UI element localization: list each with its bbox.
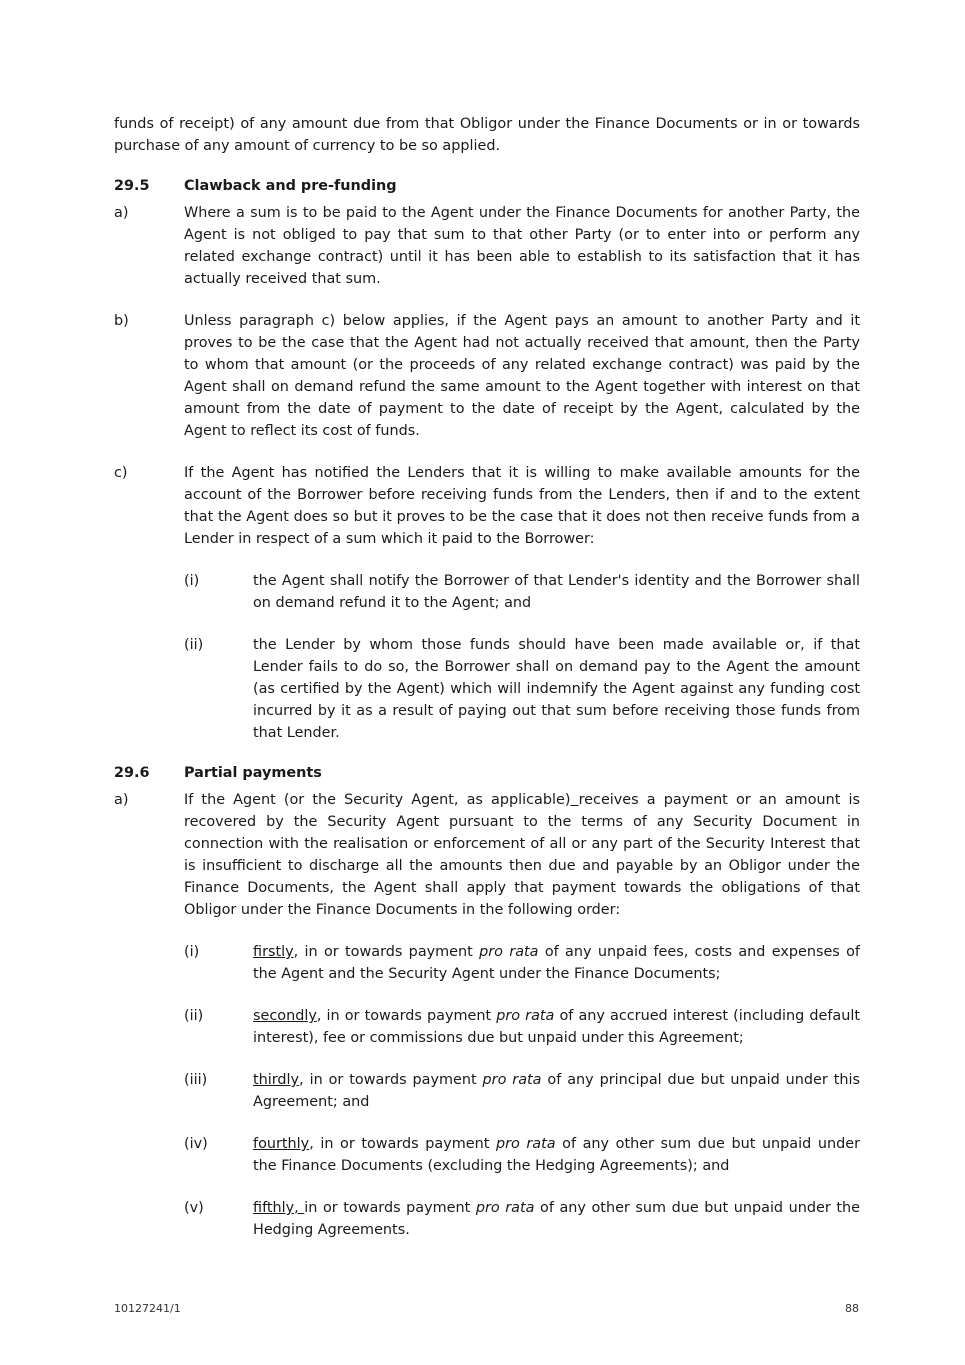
subclause-text-part: of any principal due but unpaid under this Agreement; and — [253, 1072, 860, 1110]
order-keyword: firstly — [253, 944, 294, 960]
intro-paragraph: funds of receipt) of any amount due from that Obligor under the Finance Documents or in or towards purchase of any amount of currency to be so applied. — [114, 116, 860, 154]
order-keyword: secondly — [253, 1008, 317, 1024]
subclause-label: (ii) — [184, 1008, 204, 1024]
pro-rata: pro rata — [479, 944, 539, 960]
pro-rata: pro rata — [495, 1136, 556, 1152]
subclause-text — [253, 941, 860, 985]
subclause-text — [253, 1133, 860, 1177]
clause-29-5-a — [114, 202, 860, 290]
subclause-label: (i) — [184, 944, 200, 960]
subclause-text-part: , in or towards payment — [293, 944, 480, 960]
subclause-text — [253, 1005, 860, 1049]
subclause-label: (i) — [184, 573, 200, 589]
subclause-text-part: of any unpaid fees, costs and expenses of the Agent and the Security Agent under the Finance Documents; — [253, 944, 860, 982]
payment-order-iii — [184, 1069, 860, 1113]
section-title: Partial payments — [184, 765, 322, 781]
subclause-text-part: , in or towards payment — [309, 1136, 496, 1152]
subclause-text: the Agent shall notify the Borrower of that Lender's identity and the Borrower shall on demand refund it to the Agent; and — [253, 573, 860, 611]
page-number: 88 — [845, 1302, 859, 1315]
subclause-label: (v) — [184, 1200, 204, 1216]
section-number: 29.5 — [114, 178, 150, 194]
subclause-text-part: of any other sum due but unpaid under the Finance Documents (excluding the Hedging Agreements); and — [253, 1136, 860, 1174]
subclause-label: (ii) — [184, 637, 204, 653]
clause-text — [184, 789, 860, 921]
section-number: 29.6 — [114, 765, 150, 781]
order-keyword: fifthly, — [253, 1200, 305, 1216]
pro-rata: pro rata — [496, 1008, 555, 1024]
clause-29-6-a — [114, 789, 860, 1241]
pro-rata: pro rata — [482, 1072, 542, 1088]
clause-label: a) — [114, 792, 129, 808]
clause-label: b) — [114, 313, 129, 329]
clause-label: c) — [114, 465, 128, 481]
subclause-text — [253, 1197, 860, 1241]
subclause-text: the Lender by whom those funds should have been made available or, if that Lender fails to do so, the Borrower shall on demand pay to the Agent the amount (as certified by the Agent) which will indemnify the Agent against any funding cost incurred by it as a result of paying out that sum before receiving those funds from that Lender. — [253, 637, 860, 741]
clause-label: a) — [114, 205, 129, 221]
subclause-text — [253, 1069, 860, 1113]
subclause-ii — [184, 634, 860, 744]
clause-text: Where a sum is to be paid to the Agent under the Finance Documents for another Party, the Agent is not obliged to pay that sum to that other Party (or to enter into or perform any related exchange contract) until it has been able to establish to its satisfaction that it has actually received that sum. — [184, 205, 860, 287]
subclause-label: (iv) — [184, 1136, 208, 1152]
clause-text-part: receives a payment or an amount is recovered by the Security Agent pursuant to the terms of any Security Document in connection with the realisation or enforcement of all or any part of the Security Interest that is insufficient to discharge all the amounts then due and payable by an Obligor under the Finance Documents, the Agent shall apply that payment towards the obligations of that Obligor under the Finance Documents in the following order: — [184, 792, 860, 918]
clause-text: Unless paragraph c) below applies, if the Agent pays an amount to another Party and it proves to be the case that the Agent had not actually received that amount, then the Party to whom that amount (or the proceeds of any related exchange contract) was paid by the Agent shall on demand refund the same amount to the Agent together with interest on that amount from the date of payment to the date of receipt by the Agent, calculated by the Agent to reflect its cost of funds. — [184, 313, 860, 439]
subclause-i — [184, 570, 860, 614]
subclause-text-part: of any other sum due but unpaid under the Hedging Agreements. — [253, 1200, 860, 1238]
clause-29-5-b — [114, 310, 860, 442]
clause-29-5-c — [114, 462, 860, 744]
subclause-text-part: , in or towards payment — [299, 1072, 483, 1088]
subclause-text-part: , in or towards payment — [316, 1008, 497, 1024]
pro-rata: pro rata — [475, 1200, 535, 1216]
section-heading-29-6 — [114, 762, 860, 784]
section-heading-29-5 — [114, 175, 860, 197]
clause-text-gap — [570, 792, 578, 808]
document-page — [114, 113, 860, 1261]
section-title: Clawback and pre-funding — [184, 178, 397, 194]
clause-text: If the Agent has notified the Lenders that it is willing to make available amounts for the account of the Borrower before receiving funds from the Lenders, then if and to the extent that the Agent does so but it proves to be the case that it does not then receive funds from a Lender in respect of a sum which it paid to the Borrower: — [184, 465, 860, 547]
payment-order-iv — [184, 1133, 860, 1177]
document-reference: 10127241/1 — [114, 1302, 181, 1315]
payment-order-i — [184, 941, 860, 985]
subclause-text-part: of any accrued interest (including default interest), fee or commissions due but unpaid under this Agreement; — [253, 1008, 860, 1046]
clause-text-part: If the Agent (or the Security Agent, as applicable) — [184, 792, 571, 808]
order-keyword: fourthly — [253, 1136, 310, 1152]
order-keyword: thirdly — [253, 1072, 300, 1088]
payment-order-ii — [184, 1005, 860, 1049]
subclause-text-part: in or towards payment — [304, 1200, 476, 1216]
payment-order-v — [184, 1197, 860, 1241]
subclause-label: (iii) — [184, 1072, 208, 1088]
